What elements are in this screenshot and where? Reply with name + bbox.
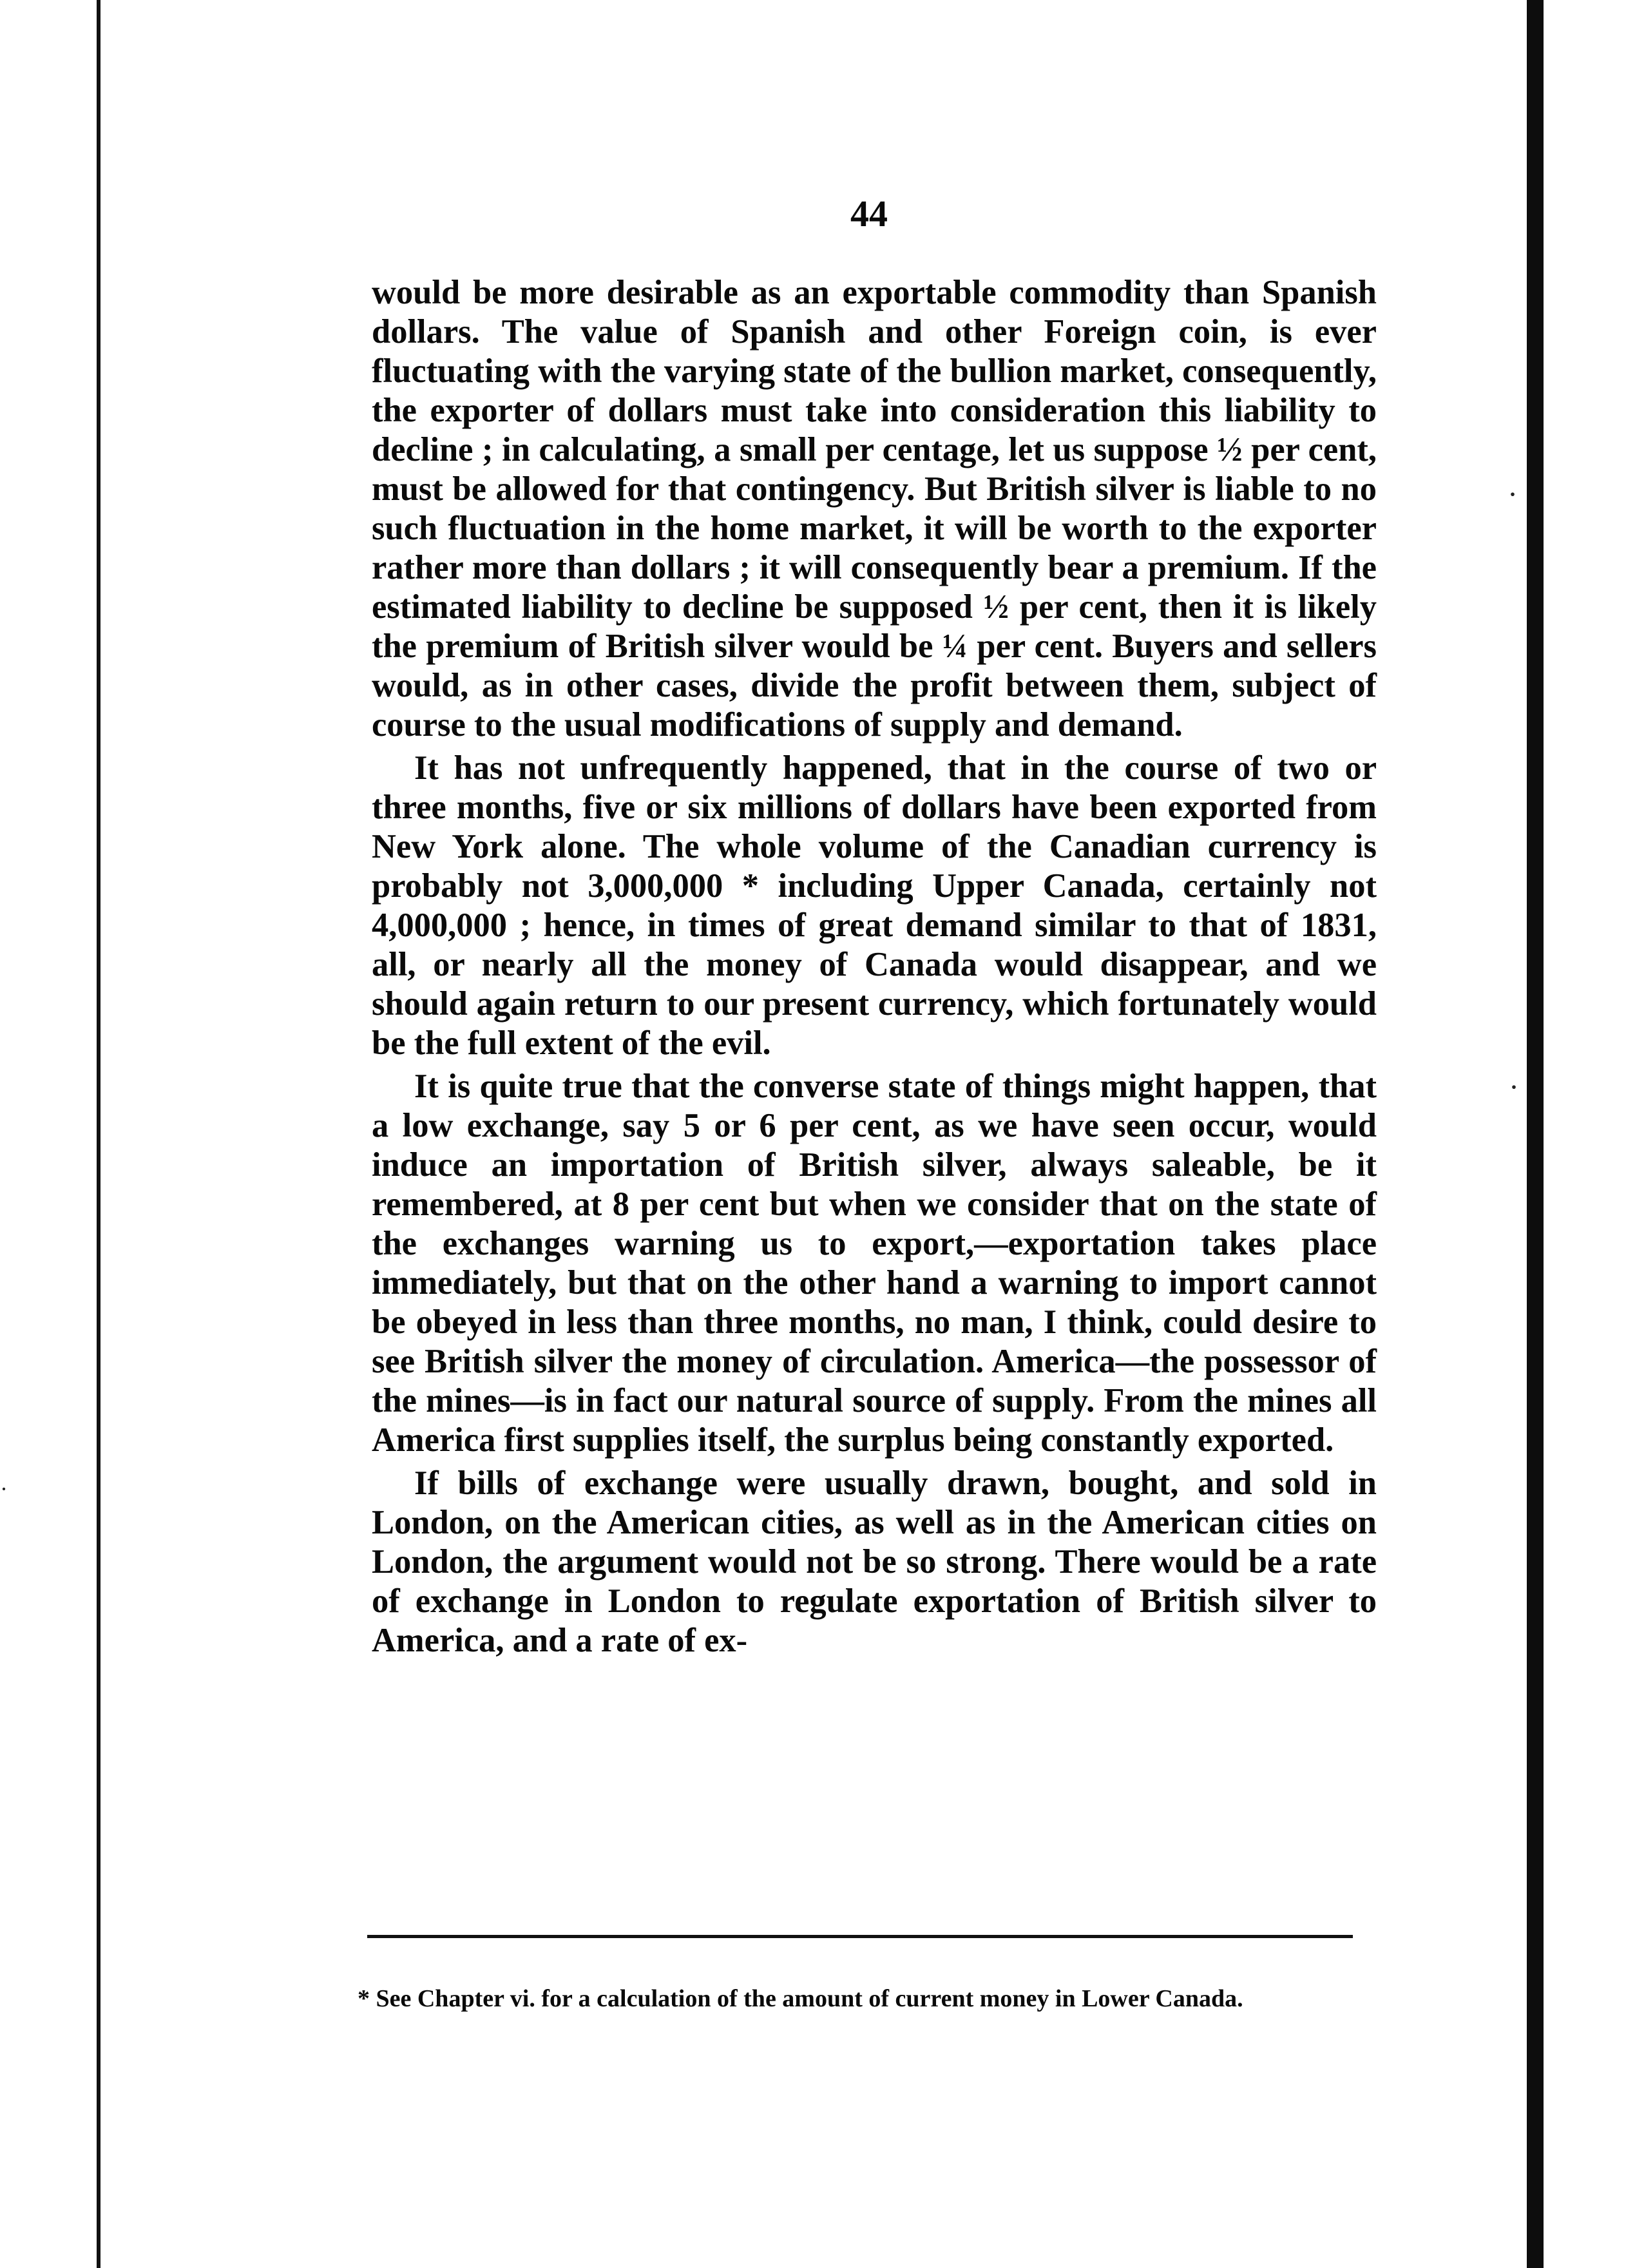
footnote: * See Chapter vi. for a calculation of the amount of current money in Lower Canada.	[358, 1985, 1243, 2012]
paragraph: would be more desirable as an exportable commodity than Spanish dollars. The value of Spanish and other Foreign coin, is ever fluctuating with the varying state of the bullion market, consequently, the exporter of dollars must take into consideration this liability to decline ; in calculating, a small per centage, let us suppose ½ per cent, must be allowed for that contingency. But British silver is liable to no such fluctuation in the home market, it will be worth to the exporter rather more than dollars ; it will consequently bear a premium. If the estimated liability to decline be supposed ½ per cent, then it is likely the premium of British silver would be ¼ per cent. Buyers and sellers would, as in other cases, divide the profit between them, subject of course to the usual modifications of supply and demand.	[372, 274, 1377, 744]
scan-artifact: ·	[1507, 477, 1518, 512]
footnote-rule	[367, 1935, 1353, 1938]
body-text	[372, 273, 1377, 1664]
scan-artifact: ·	[1509, 1070, 1519, 1104]
page-number: 44	[850, 193, 888, 235]
scan-left-edge	[97, 0, 100, 2268]
paragraph: It is quite true that the converse state of things might happen, that a low exchange, say 5 or 6 per cent, as we have seen occur, would induce an importation of British silver, always saleable, be it remembered, at 8 per cent but when we consider that on the state of the exchanges warning us to export,—exportation takes place immediately, but that on the other hand a warning to import cannot be obeyed in less than three months, no man, I think, could desire to see British silver the money of circulation. America—the possessor of the mines—is in fact our natural source of supply. From the mines all America first supplies itself, the surplus being constantly exported.	[372, 1068, 1377, 1459]
paragraph: If bills of exchange were usually drawn, bought, and sold in London, on the American cities, as well as in the American cities on London, the argument would not be so strong. There would be a rate of exchange in London to regulate exportation of British silver to America, and a rate of ex-	[372, 1465, 1377, 1659]
scan-right-edge	[1527, 0, 1544, 2268]
paragraph: It has not unfrequently happened, that in the course of two or three months, five or six millions of dollars have been exported from New York alone. The whole volume of the Canadian currency is probably not 3,000,000 * including Upper Canada, certainly not 4,000,000 ; hence, in times of great demand similar to that of 1831, all, or nearly all the money of Canada would disappear, and we should again return to our present currency, which fortunately would be the full extent of the evil.	[372, 749, 1377, 1062]
scan-artifact: ·	[0, 1476, 8, 1502]
